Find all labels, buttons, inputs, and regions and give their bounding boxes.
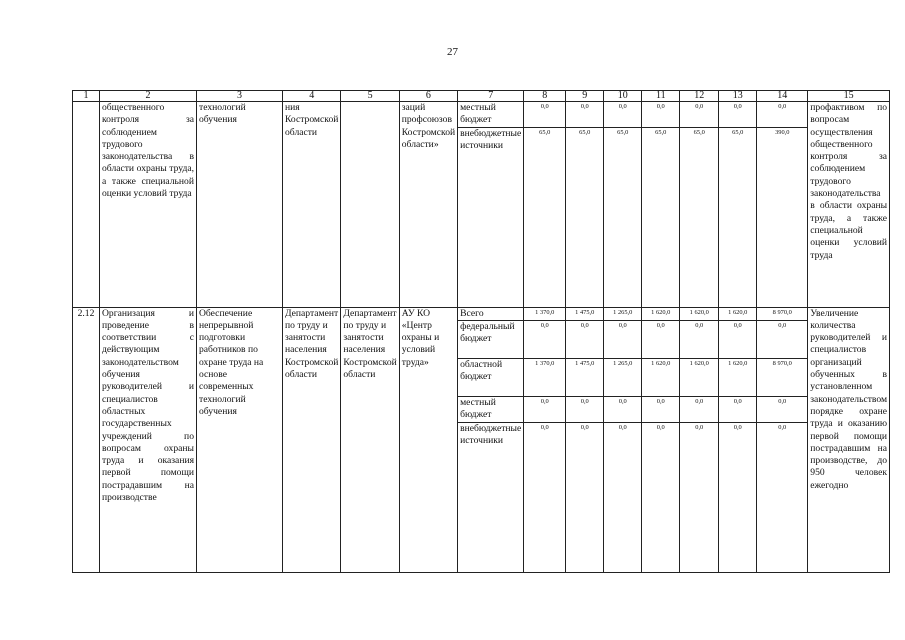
cell-amount-total: 390,0 [757, 127, 808, 307]
column-numbers-row [73, 91, 890, 102]
column-number: 2 [100, 91, 197, 102]
cell-measure: общественного контроля за соблюдением трудового законодательства в области охраны труда, а также специальной оценки условий труда [100, 102, 197, 308]
cell-amount: 0,0 [566, 422, 604, 572]
column-number: 4 [283, 91, 341, 102]
column-number: 13 [719, 91, 757, 102]
cell-funding-source: внебюджетные источники [458, 422, 524, 572]
column-number: 11 [642, 91, 680, 102]
cell-coexecutor [341, 102, 399, 308]
cell-index [73, 102, 100, 308]
cell-amount: 1 265,0 [604, 358, 642, 396]
cell-amount: 0,0 [642, 396, 680, 422]
cell-funding-source: местный бюджет [458, 396, 524, 422]
cell-amount: 0,0 [719, 422, 757, 572]
cell-amount: 1 620,0 [719, 307, 757, 320]
cell-amount: 65,0 [680, 127, 719, 307]
cell-amount: 1 265,0 [604, 307, 642, 320]
cell-amount: 65,0 [566, 127, 604, 307]
cell-amount: 0,0 [719, 102, 757, 128]
page-number: 27 [447, 46, 458, 58]
cell-amount: 1 620,0 [642, 307, 680, 320]
table-row [73, 307, 890, 320]
column-number: 1 [73, 91, 100, 102]
cell-amount-total: 0,0 [757, 422, 808, 572]
cell-amount: 0,0 [524, 320, 566, 358]
cell-amount: 1 475,0 [566, 358, 604, 396]
column-number: 14 [757, 91, 808, 102]
cell-amount: 0,0 [566, 320, 604, 358]
cell-amount: 0,0 [642, 102, 680, 128]
column-number: 8 [524, 91, 566, 102]
cell-index: 2.12 [73, 307, 100, 572]
column-number: 7 [458, 91, 524, 102]
program-table [72, 90, 890, 573]
column-number: 3 [197, 91, 283, 102]
cell-amount: 0,0 [566, 396, 604, 422]
column-number: 12 [680, 91, 719, 102]
cell-amount-total: 0,0 [757, 102, 808, 128]
cell-amount: 1 370,0 [524, 358, 566, 396]
cell-responsible: Департамент по труду и занятости населения Костромской области [283, 307, 341, 572]
cell-funding-source: внебюджетные источники [458, 127, 524, 307]
cell-amount: 0,0 [524, 422, 566, 572]
cell-amount: 0,0 [642, 422, 680, 572]
column-number: 5 [341, 91, 399, 102]
cell-amount: 0,0 [604, 396, 642, 422]
cell-funding-source: местный бюджет [458, 102, 524, 128]
cell-amount: 65,0 [719, 127, 757, 307]
cell-funding-source: федеральный бюджет [458, 320, 524, 358]
column-number: 9 [566, 91, 604, 102]
cell-amount: 1 620,0 [680, 307, 719, 320]
cell-amount: 0,0 [680, 422, 719, 572]
cell-amount: 0,0 [680, 102, 719, 128]
cell-amount: 65,0 [642, 127, 680, 307]
cell-amount: 1 620,0 [719, 358, 757, 396]
cell-amount: 65,0 [604, 127, 642, 307]
cell-amount: 1 620,0 [680, 358, 719, 396]
cell-amount: 0,0 [524, 396, 566, 422]
cell-participant: заций профсоюзов Костромской области» [399, 102, 457, 308]
cell-amount: 1 620,0 [642, 358, 680, 396]
cell-goal: Обеспечение непрерывной подготовки работников по охране труда на основе современных технологий обучения [197, 307, 283, 572]
cell-amount: 0,0 [566, 102, 604, 128]
cell-amount-total: 0,0 [757, 396, 808, 422]
cell-funding-source: Всего [458, 307, 524, 320]
cell-amount-total: 8 970,0 [757, 307, 808, 320]
cell-amount: 0,0 [680, 320, 719, 358]
cell-goal: технологий обучения [197, 102, 283, 308]
cell-amount: 0,0 [524, 102, 566, 128]
cell-amount: 0,0 [642, 320, 680, 358]
column-number: 15 [808, 91, 890, 102]
cell-amount: 0,0 [604, 422, 642, 572]
cell-responsible: ния Костромской области [283, 102, 341, 308]
table-row [73, 102, 890, 128]
cell-amount: 0,0 [604, 320, 642, 358]
cell-amount-total: 0,0 [757, 320, 808, 358]
cell-amount: 1 370,0 [524, 307, 566, 320]
cell-funding-source: областной бюджет [458, 358, 524, 396]
column-number: 10 [604, 91, 642, 102]
cell-participant: АУ КО «Центр охраны и условий труда» [399, 307, 457, 572]
cell-amount: 65,0 [524, 127, 566, 307]
cell-amount: 0,0 [719, 320, 757, 358]
cell-amount-total: 8 970,0 [757, 358, 808, 396]
column-number: 6 [399, 91, 457, 102]
cell-coexecutor: Департамент по труду и занятости населения Костромской области [341, 307, 399, 572]
cell-measure: Организация и проведение в соответствии с действующим законодательством обучения руководителей и специалистов областных государственных учреждений по вопросам охраны труда и оказания первой помощи пострадавшим на производстве [100, 307, 197, 572]
cell-amount: 0,0 [719, 396, 757, 422]
cell-amount: 0,0 [680, 396, 719, 422]
cell-amount: 1 475,0 [566, 307, 604, 320]
cell-expected-result: профактивом по вопросам осуществления общественного контроля за соблюдением трудового законодательства в области охраны труда, а также специальной оценки условий труда [808, 102, 890, 308]
cell-amount: 0,0 [604, 102, 642, 128]
cell-expected-result: Увеличение количества руководителей и специалистов организаций обученных в установленном законодательством порядке охране труда и оказанию первой помощи пострадавшим на производстве, до 950 человек ежегодно [808, 307, 890, 572]
